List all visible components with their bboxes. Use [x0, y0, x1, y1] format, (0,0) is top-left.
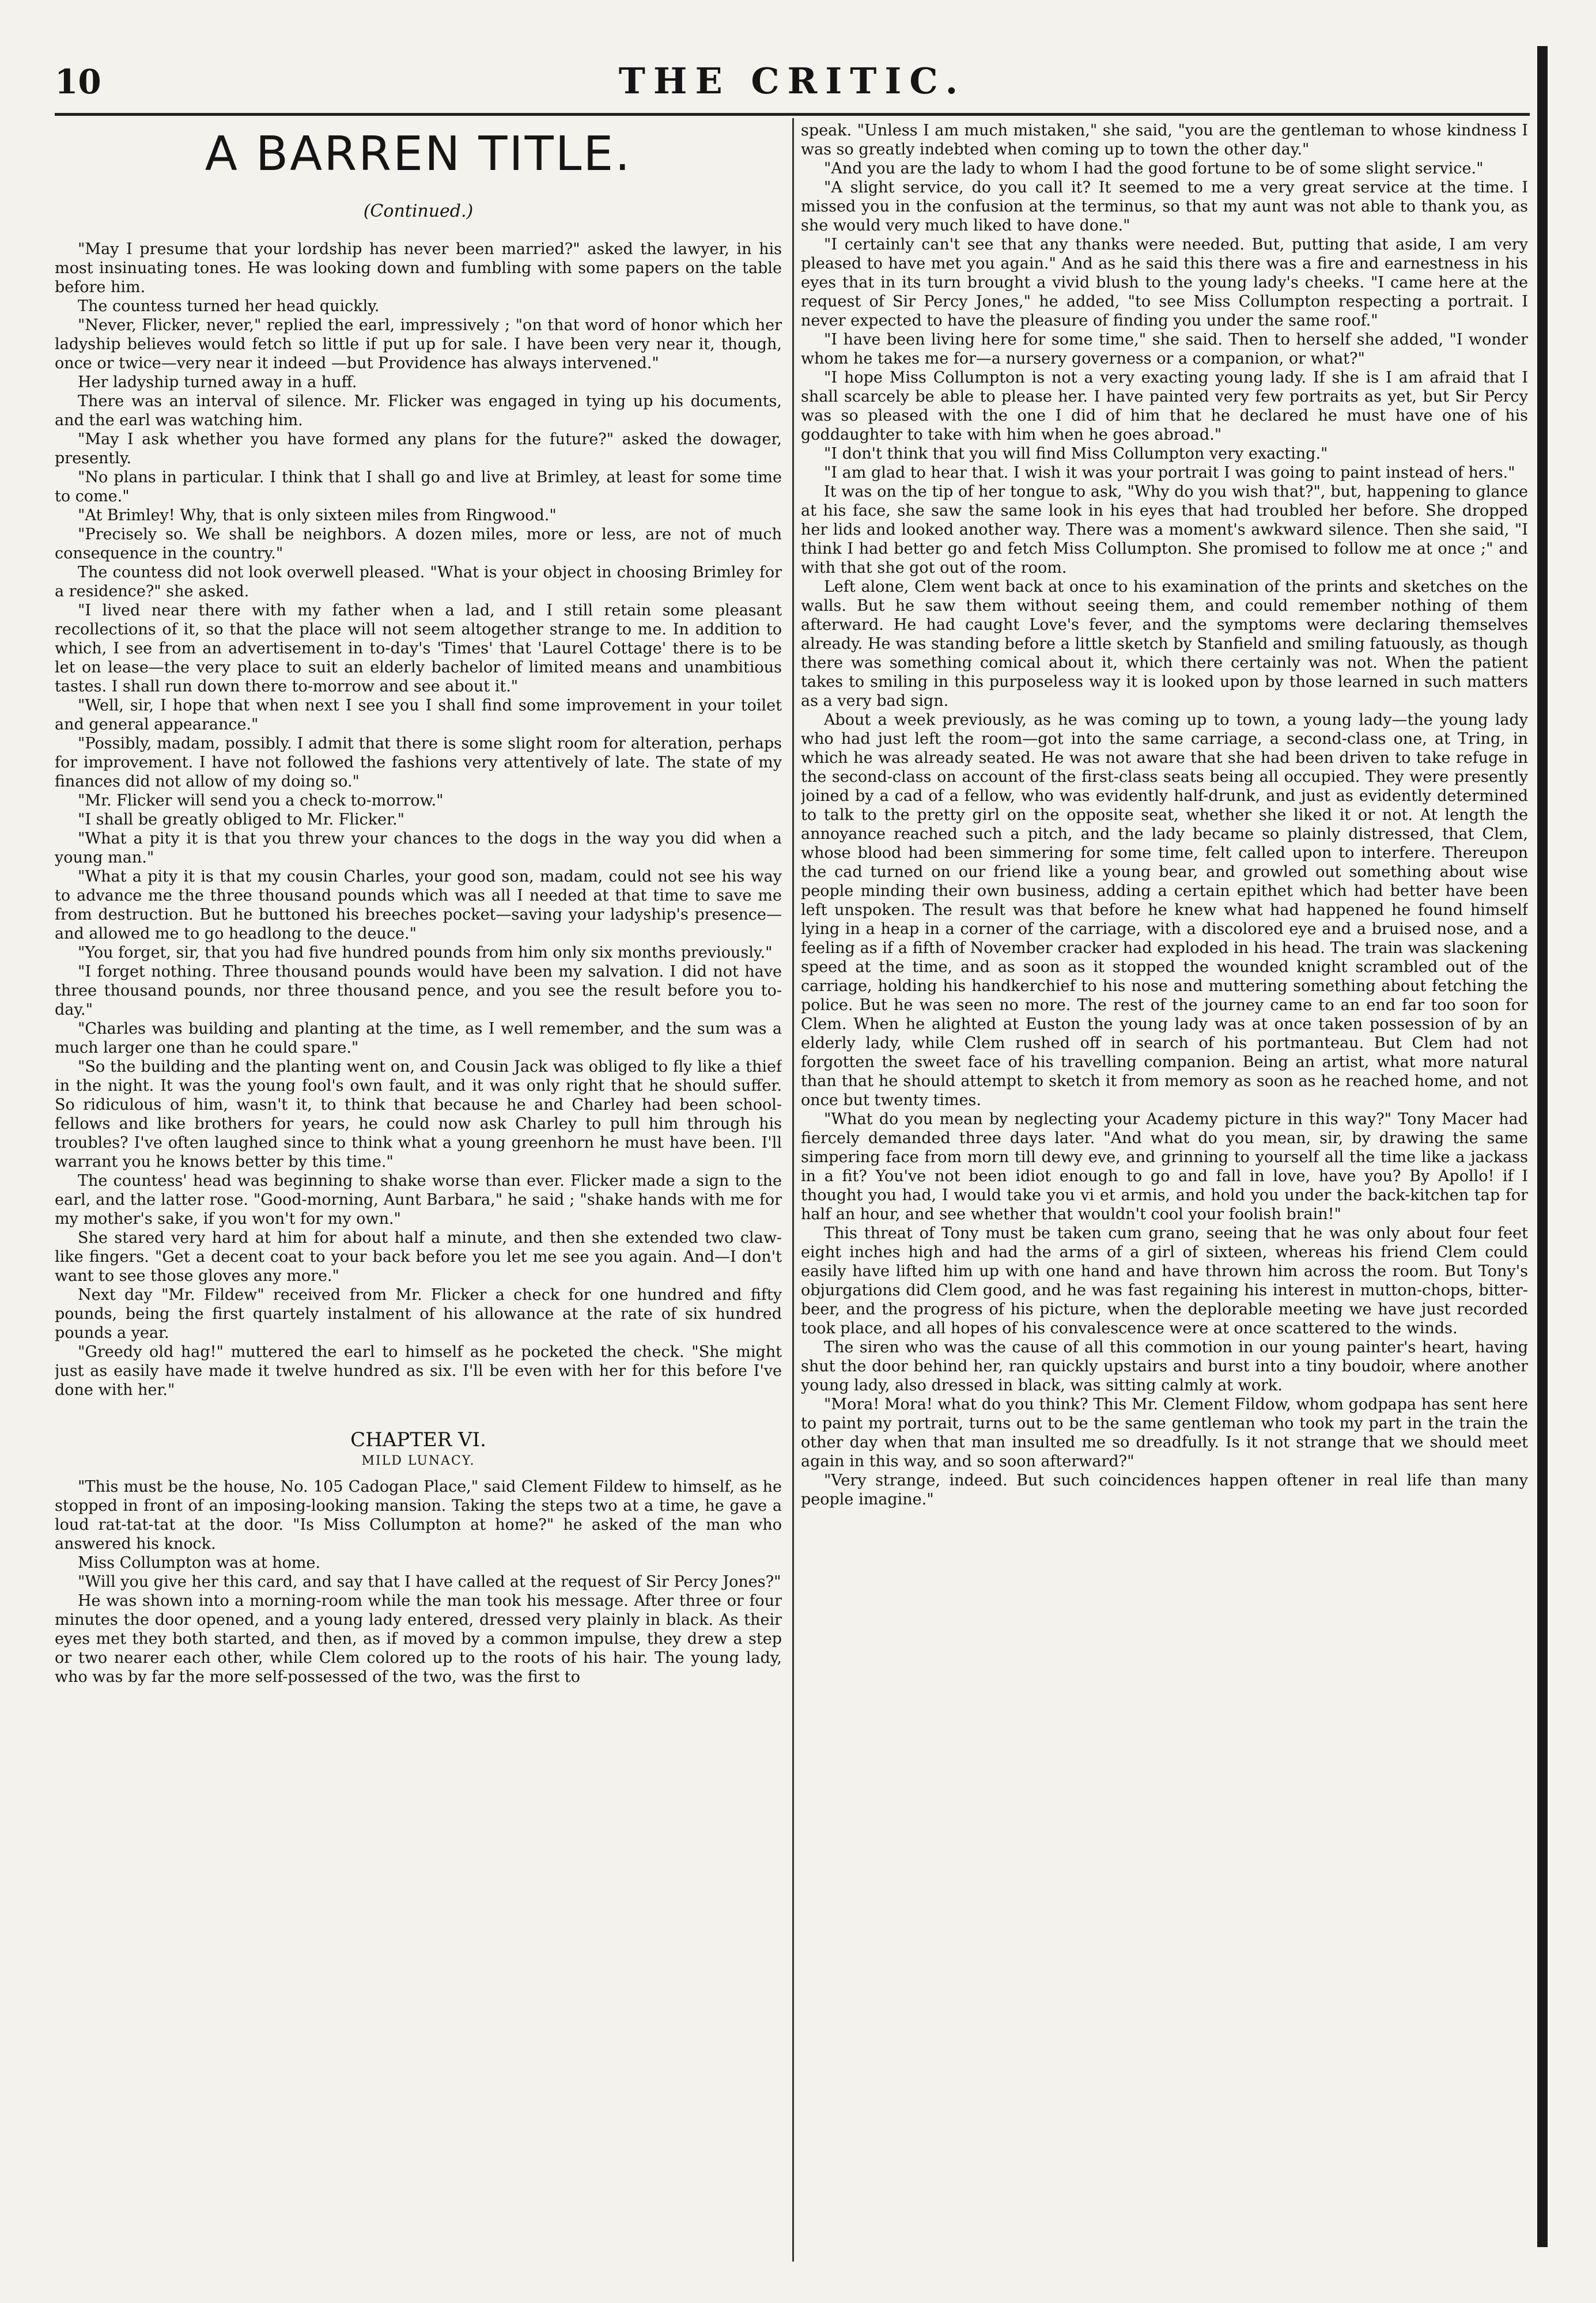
- paragraph: "Precisely so. We shall be neighbors. A dozen miles, more or less, are not of much consequence in the country.": [55, 525, 782, 562]
- continued-note: (Continued.): [363, 201, 474, 221]
- paragraph: "May I ask whether you have formed any plans for the future?" asked the dowager, presently.: [55, 430, 782, 467]
- right-column-body: [801, 121, 1528, 1509]
- paragraph: "Mora! Mora! what do you think? This Mr. Clement Fildow, whom godpapa has sent here to paint my portrait, turns out to be the same gentleman who took my part in the train the other day when that man insulted me so dreadfully. Is it not strange that we should meet again in this way, and so soon afterward?": [801, 1396, 1528, 1470]
- paragraph: "At Brimley! Why, that is only sixteen miles from Ringwood.": [78, 506, 557, 524]
- paragraph: "Greedy old hag!" muttered the earl to himself as he pocketed the check. "She might just as easily have made it twelve hundred as six. I'll be even with her for this before I've done with her.": [55, 1343, 782, 1399]
- paragraph: The countess did not look overwell pleased. "What is your object in choosing Brimley for a residence?" she asked.: [55, 564, 782, 600]
- paragraph: "What a pity it is that my cousin Charles, your good son, madam, could not see his way to advance me the three thousand pounds which was all I needed at that time to save me from destruction. But he buttoned his breeches pocket—saving your ladyship's presence—and allowed me to go headlong to the deuce.": [55, 868, 782, 943]
- paragraph: "I hope Miss Collumpton is not a very exacting young lady. If she is I am afraid that I shall scarcely be able to please her. I have painted very few portraits as yet, but Sir Percy was so pleased with the one I did of him that he declared he must have one of his goddaughter to take with him when he goes abroad.": [801, 369, 1528, 444]
- page-header: [55, 58, 1530, 104]
- left-column-body: [55, 240, 782, 1400]
- paragraph: "I certainly can't see that any thanks were needed. But, putting that aside, I am very pleased to have met you again." And as he said this there was a fire and earnestness in his eyes that in its turn brought a vivid blush to the young lady's cheeks. "I came here at the request of Sir Percy Jones," he added, "to see Miss Collumpton respecting a portrait. I never expected to have the pleasure of finding you under the same roof.": [801, 236, 1528, 330]
- paragraph: There was an interval of silence. Mr. Flicker was engaged in tying up his documents, and the earl was watching him.: [55, 392, 782, 429]
- paragraph: "Will you give her this card, and say that I have called at the request of Sir Percy Jones?": [78, 1573, 781, 1591]
- paragraph: "What a pity it is that you threw your chances to the dogs in the way you did when a young man.": [55, 830, 782, 867]
- paragraph: "What do you mean by neglecting your Academy picture in this way?" Tony Macer had fiercely demanded three days later. "And what do you mean, sir, by drawing the same simpering face from morn till dewy eve, and grinning to yourself all the time like a jackass in a fit? You've not been idiot enough to go and fall in love, have you? By Apollo! if I thought you had, I would take you vi et armis, and hold you under the back-kitchen tap for half an hour, and see whether that wouldn't cool your foolish brain!": [801, 1110, 1528, 1223]
- page-number: 10: [55, 62, 101, 101]
- header-rule: [55, 113, 1530, 116]
- paragraph: "I forget nothing. Three thousand pounds would have been my salvation. I did not have three thousand pounds, nor three thousand pence, and you see the result before you to-day.": [55, 963, 782, 1019]
- right-column: [801, 121, 1528, 2264]
- paragraph: Her ladyship turned away in a huff.: [78, 373, 357, 391]
- chapter-heading: CHAPTER VI.: [350, 1428, 486, 1451]
- publication-title: THE CRITIC.: [618, 60, 966, 102]
- chapter-body: [55, 1477, 782, 1686]
- paragraph: "I shall be greatly obliged to Mr. Flicker.": [78, 811, 405, 829]
- paragraph: "May I presume that your lordship has never been married?" asked the lawyer, in his most insinuating tones. He was looking down and fumbling with some papers on the table before him.: [55, 240, 782, 296]
- paragraph: "I am glad to hear that. I wish it was your portrait I was going to paint instead of hers.": [824, 464, 1515, 482]
- paragraph: This threat of Tony must be taken cum grano, seeing that he was only about four feet eight inches high and had the arms of a girl of sixteen, whereas his friend Clem could easily have lifted him up with one hand and have thrown him across the room. But Tony's objurgations did Clem good, and he was fast regaining his interest in mutton-chops, bitter-beer, and the progress of his picture, when the deplorable meeting we have just recorded took place, and all hopes of his convalescence were at once scattered to the winds.: [801, 1224, 1528, 1337]
- paragraph: The countess' head was beginning to shake worse than ever. Flicker made a sign to the earl, and the latter rose. "Good-morning, Aunt Barbara," he said ; "shake hands with me for my mother's sake, if you won't for my own.": [55, 1172, 782, 1228]
- paragraph: "I lived near there with my father when a lad, and I still retain some pleasant recollections of it, so that the place will not seem altogether strange to me. In addition to which, I see from an advertisement in to-day's 'Times' that 'Laurel Cottage' there is to be let on lease—the very place to suit an elderly bachelor of limited means and unambitious tastes. I shall run down there to-morrow and see about it.": [55, 602, 782, 695]
- paragraph: "Charles was building and planting at the time, as I well remember, and the sum was a much larger one than he could spare.": [55, 1020, 782, 1057]
- paragraph: Miss Collumpton was at home.: [78, 1554, 321, 1572]
- chapter-subheading: MILD LUNACY.: [361, 1454, 475, 1468]
- paragraph: "I don't think that you will find Miss Collumpton very exacting.": [824, 445, 1328, 463]
- paragraph: "No plans in particular. I think that I shall go and live at Brimley, at least for some time to come.": [55, 468, 782, 505]
- paragraph: "Well, sir, I hope that when next I see you I shall find some improvement in your toilet and general appearance.": [55, 697, 782, 733]
- paragraph: "A slight service, do you call it? It seemed to me a very great service at the time. I missed you in the confusion at the terminus, so that my aunt was not able to thank you, as she would very much liked to have done.": [801, 179, 1528, 235]
- paragraph: Next day "Mr. Fildew" received from Mr. Flicker a check for one hundred and fifty pounds, being the first quartely instalment of his allowance at the rate of six hundred pounds a year.: [55, 1286, 782, 1342]
- paragraph: "Mr. Flicker will send you a check to-morrow.": [78, 792, 444, 810]
- paragraph: "You forget, sir, that you had five hundred pounds from him only six months previously.": [78, 944, 773, 962]
- left-column: [55, 121, 782, 2264]
- paragraph: He was shown into a morning-room while the man took his message. After three or four minutes the door opened, and a young lady entered, dressed very plainly in black. As their eyes met they both started, and then, as if moved by a common impulse, they drew a step or two nearer each other, while Clem colored up to the roots of his hair. The young lady, who was by far the more self-possessed of the two, was the first to: [55, 1592, 782, 1686]
- story-title: A BARREN TITLE.: [205, 127, 632, 181]
- paragraph: "Never, Flicker, never," replied the earl, impressively ; "on that word of honor which her ladyship believes would fetch so little if put up for sale. I have been very near it, though, once or twice—very near it indeed —but Providence has always intervened.": [55, 316, 782, 372]
- paragraph: "I have been living here for some time," she said. Then to herself she added, "I wonder whom he takes me for—a nursery governess or a companion, or what?": [801, 331, 1528, 368]
- page-edge-bar: [1537, 46, 1548, 2247]
- paragraph: "This must be the house, No. 105 Cadogan Place," said Clement Fildew to himself, as he stopped in front of an imposing-looking mansion. Taking the steps two at a time, he gave a loud rat-tat-tat at the door. "Is Miss Collumpton at home?" he asked of the man who answered his knock.: [55, 1478, 782, 1553]
- paragraph: "Very strange, indeed. But such coincidences happen oftener in real life than many people imagine.": [801, 1472, 1528, 1508]
- paragraph: "And you are the lady to whom I had the good fortune to be of some slight service.": [824, 160, 1484, 177]
- paragraph: The countess turned her head quickly.: [78, 297, 380, 315]
- paragraph: Left alone, Clem went back at once to his examination of the prints and sketches on the walls. But he saw them without seeing them, and could remember nothing of them afterward. He had caught Love's fever, and the symptoms were declaring themselves already. He was standing before a little sketch by Stanfield and smiling fatuously, as though there was something comical about it, which there certainly was not. When the patient takes to smiling in this purposeless way it is looked upon by those learned in such matters as a very bad sign.: [801, 578, 1528, 710]
- paragraph: speak. "Unless I am much mistaken," she said, "you are the gentleman to whose kindness I was so greatly indebted when coming up to town the other day.": [801, 122, 1528, 158]
- paragraph: "Possibly, madam, possibly. I admit that there is some slight room for alteration, perhaps for improvement. I have not followed the fashions very attentively of late. The state of my finances did not allow of my doing so.": [55, 735, 782, 791]
- paragraph: "So the building and the planting went on, and Cousin Jack was obliged to fly like a thief in the night. It was the young fool's own fault, and it was only right that he should suffer. So ridiculous of him, wasn't it, to think that because he and Charley had been school-fellows and like brothers for years, he could now ask Charley to pull him through his troubles? I've often laughed since to think what a young greenhorn he must have been. I'll warrant you he knows better by this time.": [55, 1058, 782, 1171]
- column-divider: [792, 118, 794, 2262]
- paragraph: The siren who was the cause of all this commotion in our young painter's heart, having shut the door behind her, ran quickly upstairs and burst into a tiny boudoir, where another young lady, also dressed in black, was sitting calmly at work.: [801, 1338, 1528, 1394]
- paragraph: It was on the tip of her tongue to ask, "Why do you wish that?", but, happening to glance at his face, she saw the same look in his eyes that had troubled her before. She dropped her lids and looked another way. There was a moment's awkward silence. Then she said, "I think I had better go and fetch Miss Collumpton. She promised to follow me at once ;" and with that she got out of the room.: [801, 483, 1528, 577]
- paragraph: About a week previously, as he was coming up to town, a young lady—the young lady who had just left the room—got into the same carriage, a second-class one, at Tring, in which he was already seated. He was not aware that she had been driven to take refuge in the second-class on account of the first-class seats being all occupied. They were presently joined by a cad of a fellow, who was evidently half-drunk, and just as evidently determined to talk to the pretty girl on the opposite seat, whether she liked it or not. At length the annoyance reached such a pitch, and the lady became so plainly distressed, that Clem, whose blood had been simmering for some time, felt called upon to interfere. Thereupon the cad turned on our friend like a young bear, and growled out something about wise people minding their own business, adding a certain epithet which had better have been left unspoken. The result was that before he knew what had happened he found himself lying in a heap in a corner of the carriage, with a discolored eye and a bruised nose, and a feeling as if a fifth of November cracker had exploded in his head. The train was slackening speed at the time, and as soon as it stopped the wounded knight scrambled out of the carriage, holding his handkerchief to his nose and muttering something about fetching the police. But he was seen no more. The rest of the journey came to an end far too soon for Clem. When he alighted at Euston the young lady was at once taken possession of by an elderly lady, while Clem rushed off in search of his portmanteau. But Clem had not forgotten the sweet face of his travelling companion. Being an artist, what more natural than that he should attempt to sketch it from memory as soon as he reached home, and not once but twenty times.: [801, 711, 1528, 1109]
- paragraph: She stared very hard at him for about half a minute, and then she extended two claw-like fingers. "Get a decent coat to your back before you let me see you again. And—I don't want to see those gloves any more.": [55, 1229, 782, 1285]
